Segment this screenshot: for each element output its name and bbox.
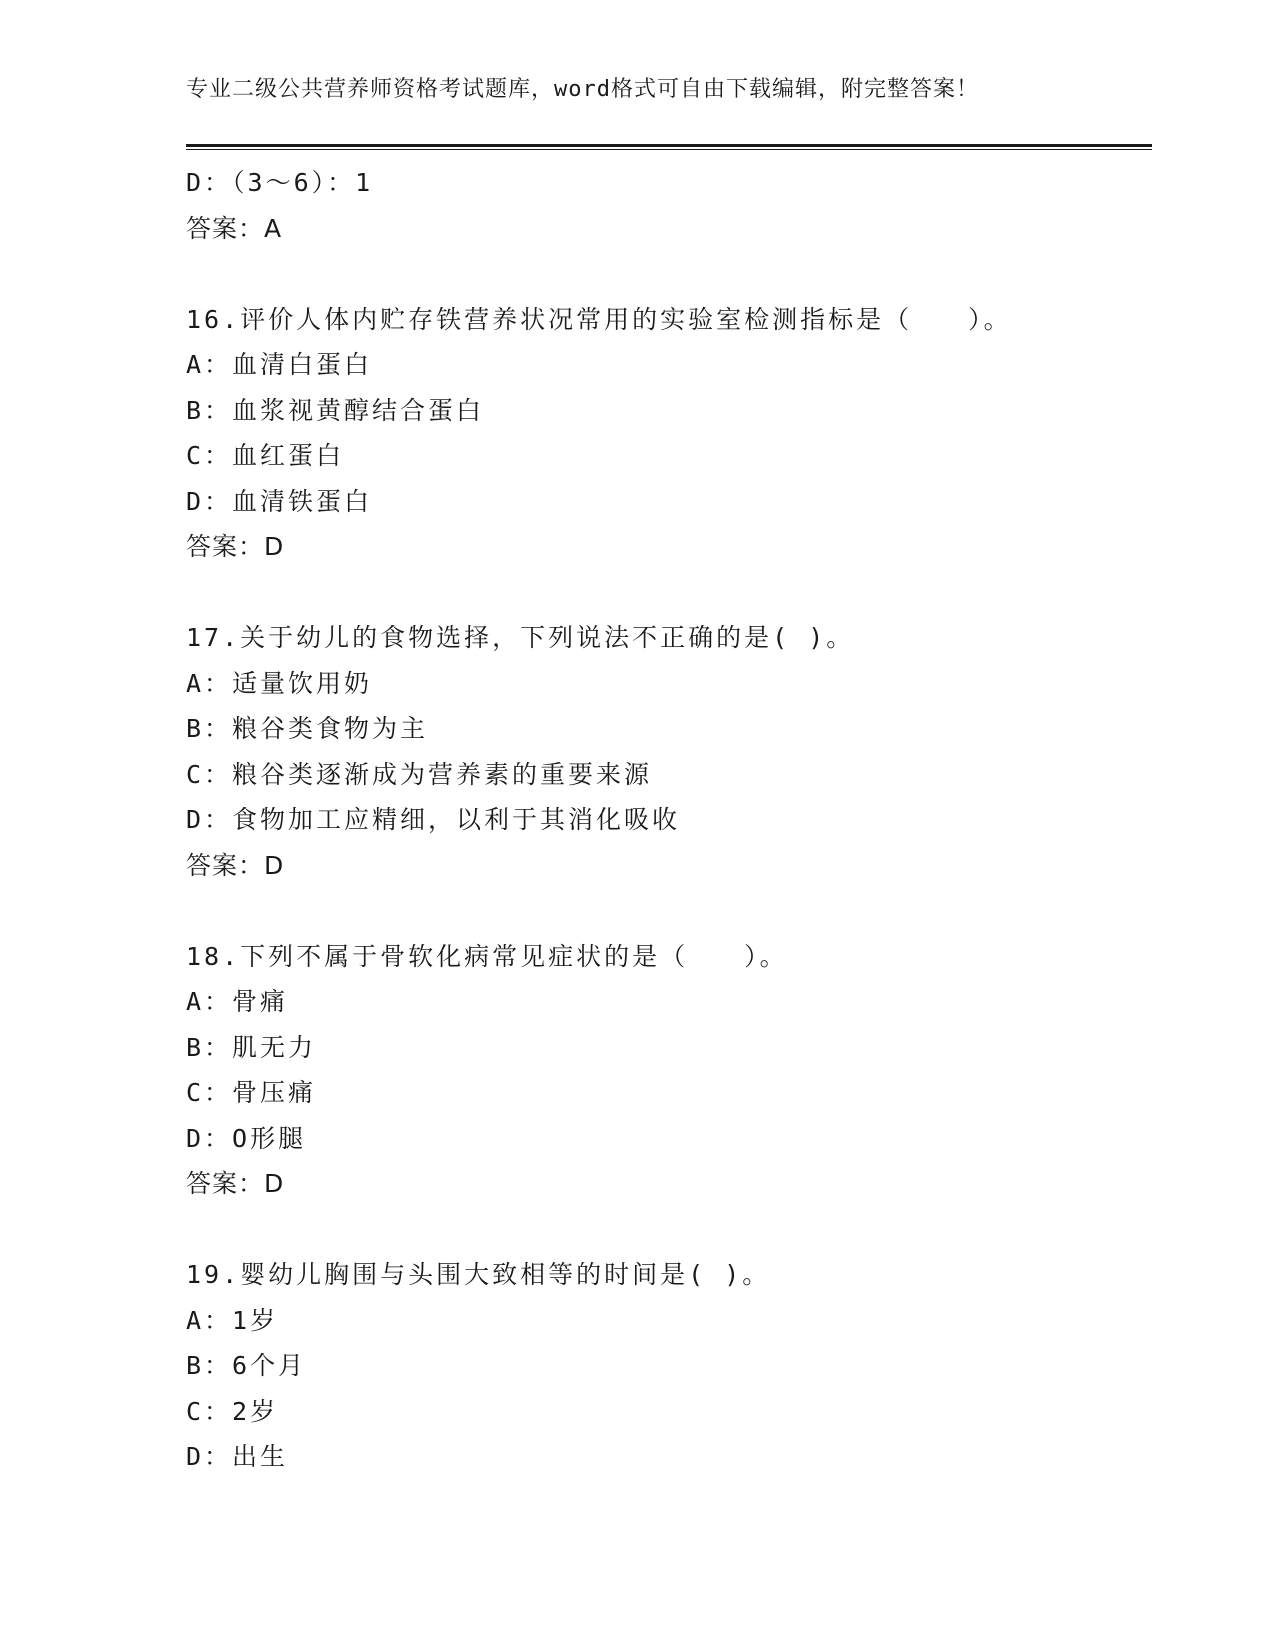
spacer xyxy=(186,570,1152,616)
option-c: C：粮谷类逐渐成为营养素的重要来源 xyxy=(186,759,653,789)
option-d: D：出生 xyxy=(186,1442,289,1471)
page-header: 专业二级公共营养师资格考试题库，word格式可自由下载编辑，附完整答案！ xyxy=(186,77,979,102)
option-a: A：1岁 xyxy=(186,1305,279,1335)
answer: 答案：D xyxy=(186,532,285,561)
spacer xyxy=(186,888,1152,934)
answer: 答案：A xyxy=(186,213,283,243)
answer: 答案：D xyxy=(186,1169,285,1198)
question-18 xyxy=(186,934,1152,1207)
option-d: D：（3～6）：1 xyxy=(186,168,374,197)
option-c: C：血红蛋白 xyxy=(186,441,345,470)
option-d: D：血清铁蛋白 xyxy=(186,486,373,516)
question-text: 18.下列不属于骨软化病常见症状的是（ ）。 xyxy=(186,941,788,971)
question-19 xyxy=(186,1252,1152,1480)
option-b: B：粮谷类食物为主 xyxy=(186,714,429,743)
option-a: A：适量饮用奶 xyxy=(186,668,373,698)
answer: 答案：D xyxy=(186,850,285,880)
question-16 xyxy=(186,297,1152,570)
option-b: B：肌无力 xyxy=(186,1032,317,1062)
question-text: 19.婴幼儿胸围与头围大致相等的时间是( )。 xyxy=(186,1260,771,1289)
option-d: D：食物加工应精细，以利于其消化吸收 xyxy=(186,805,681,834)
option-a: A：血清白蛋白 xyxy=(186,350,373,379)
option-b: B：血浆视黄醇结合蛋白 xyxy=(186,395,485,425)
option-d: D：O形腿 xyxy=(186,1123,307,1153)
option-c: C：2岁 xyxy=(186,1396,279,1426)
option-a: A：骨痛 xyxy=(186,987,289,1016)
document-body xyxy=(186,160,1152,1480)
spacer xyxy=(186,1207,1152,1253)
option-b: B：6个月 xyxy=(186,1351,307,1380)
option-c: C：骨压痛 xyxy=(186,1078,317,1107)
question-17 xyxy=(186,615,1152,888)
spacer xyxy=(186,251,1152,297)
header-rule xyxy=(186,144,1152,150)
question-text: 16.评价人体内贮存铁营养状况常用的实验室检测指标是（ ）。 xyxy=(186,304,1012,334)
question-text: 17.关于幼儿的食物选择，下列说法不正确的是( )。 xyxy=(186,623,855,652)
